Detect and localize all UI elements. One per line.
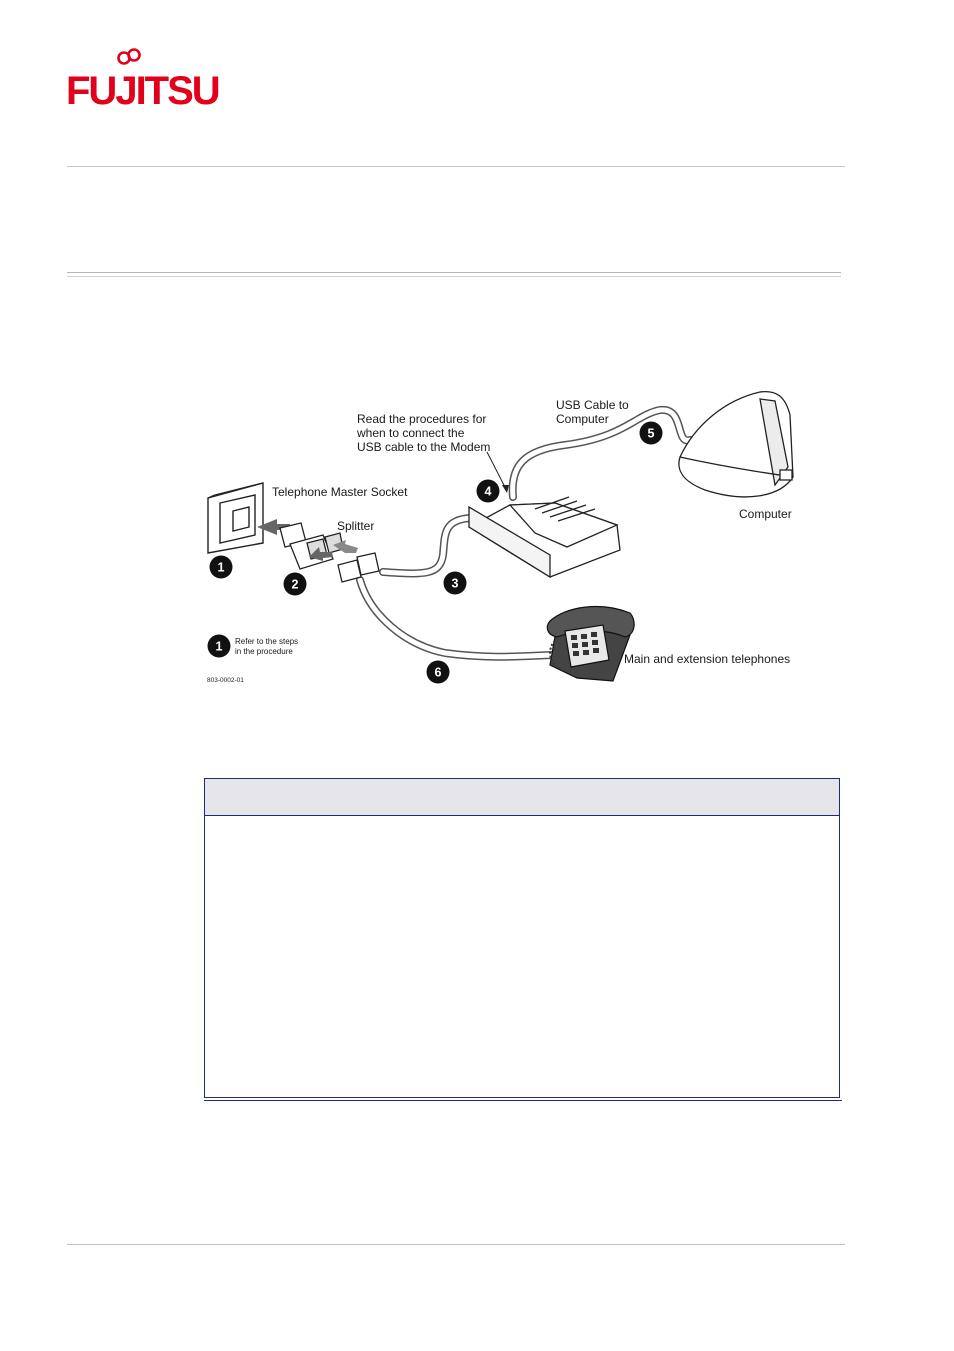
step-badge-4	[477, 480, 500, 503]
master-socket-icon	[208, 483, 263, 553]
legend-badge	[208, 635, 231, 658]
fujitsu-logo	[62, 48, 219, 120]
modem-icon	[469, 497, 620, 577]
step-badge-2	[284, 573, 307, 596]
read-procedures-label-line3: USB cable to the Modem	[357, 440, 491, 454]
step-badge-3	[444, 572, 467, 595]
table-header	[205, 779, 839, 816]
master-socket-label: Telephone Master Socket	[272, 485, 408, 499]
modem-cable	[383, 518, 480, 573]
computer-icon	[679, 392, 793, 497]
step-badge-6	[427, 661, 450, 684]
svg-text:1: 1	[217, 560, 225, 575]
table-bottom-rule	[204, 1100, 842, 1101]
legend-text-line1: Refer to the steps	[235, 637, 299, 646]
svg-text:5: 5	[647, 426, 655, 441]
connection-diagram	[205, 385, 845, 690]
svg-text:2: 2	[291, 577, 299, 592]
computer-label: Computer	[739, 507, 792, 521]
read-procedures-label-line2: when to connect the	[357, 426, 465, 440]
step-badge-1	[210, 556, 233, 579]
telephones-label: Main and extension telephones	[624, 652, 791, 666]
svg-text:4: 4	[484, 484, 492, 499]
footer-rule	[67, 1244, 845, 1245]
svg-text:3: 3	[451, 576, 459, 591]
pointer-arrowhead	[502, 485, 509, 493]
info-table	[204, 778, 840, 1098]
usb-cable-label-line1: USB Cable to	[556, 398, 629, 412]
section-rule-bottom	[67, 276, 841, 277]
read-procedures-label-line1: Read the procedures for	[357, 412, 487, 426]
logo-text: FUJITSU	[66, 69, 219, 113]
svg-text:1: 1	[215, 639, 223, 654]
section-rule-top	[67, 272, 841, 273]
header-rule	[67, 166, 845, 167]
svg-text:6: 6	[434, 665, 442, 680]
splitter-label: Splitter	[337, 519, 375, 533]
telephone-icon	[547, 607, 634, 681]
step-badge-5	[640, 422, 663, 445]
legend-text-line2: in the procedure	[235, 647, 293, 656]
figure-code: 803-0002-01	[207, 677, 244, 684]
usb-cable-label-line2: Computer	[556, 412, 609, 426]
